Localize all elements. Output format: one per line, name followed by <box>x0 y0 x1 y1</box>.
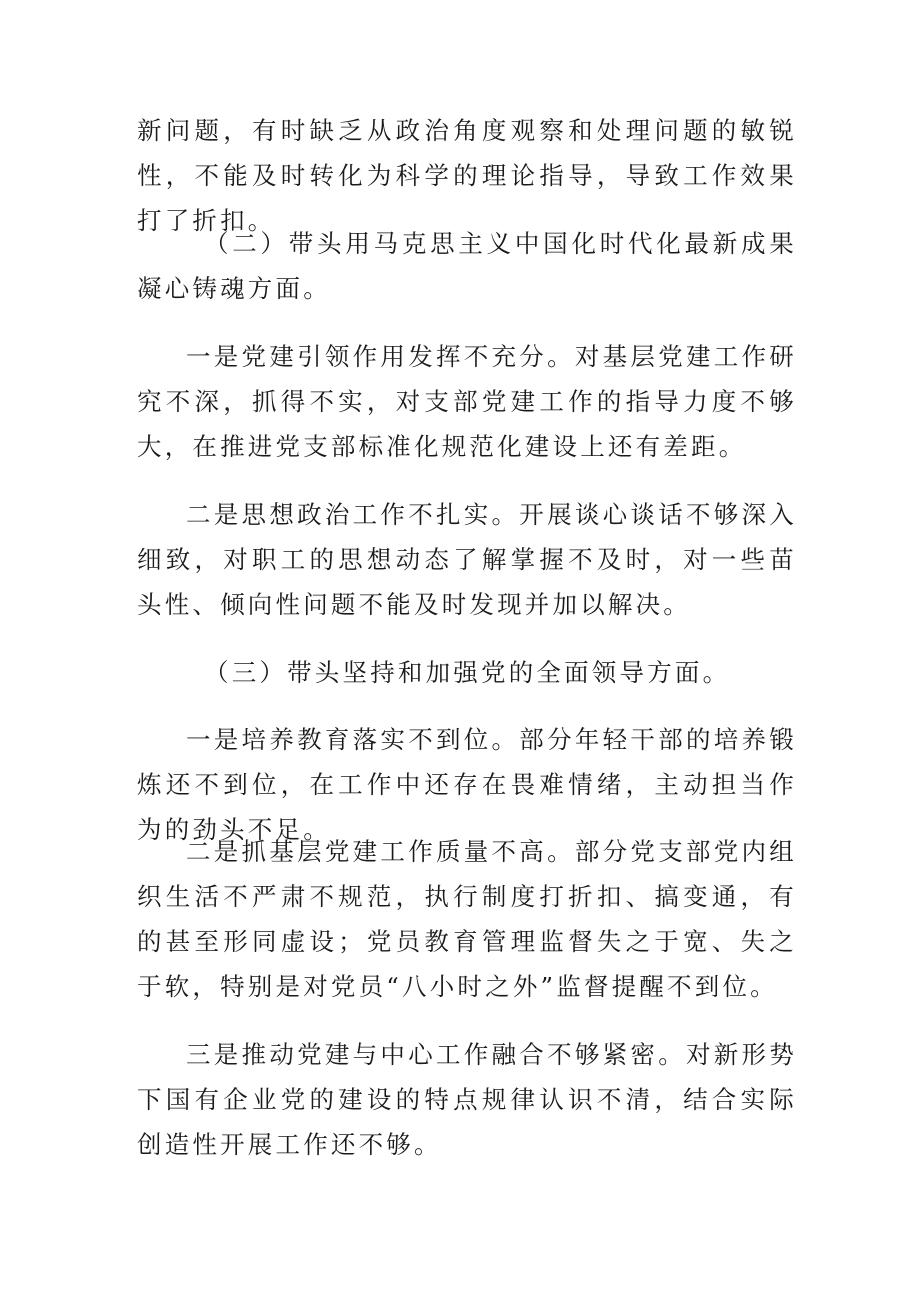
section-heading-3: （三）带头坚持和加强党的全面领导方面。 <box>204 658 731 687</box>
section-heading-2: （二）带头用马克思主义中国化时代化最新成果凝心铸魂方面。 <box>137 229 797 303</box>
paragraph-continuation: 新问题，有时缺乏从政治角度观察和处理问题的敏锐性，不能及时转化为科学的理论指导，导致工作效果打了折扣。 <box>137 116 797 235</box>
paragraph-item: 二是抓基层党建工作质量不高。部分党支部党内组织生活不严肃不规范，执行制度打折扣、搞变通，有的甚至形同虚设；党员教育管理监督失之于宽、失之于软，特别是对党员“八小时之外”监督提醒不到位。 <box>137 837 797 1001</box>
paragraph-item: 一是党建引领作用发挥不充分。对基层党建工作研究不深，抓得不实，对支部党建工作的指导力度不够大，在推进党支部标准化规范化建设上还有差距。 <box>137 342 797 461</box>
paragraph-item: 三是推动党建与中心工作融合不够紧密。对新形势下国有企业党的建设的特点规律认识不清，结合实际创造性开展工作还不够。 <box>137 1040 797 1159</box>
paragraph-item: 一是培养教育落实不到位。部分年轻干部的培养锻炼还不到位，在工作中还存在畏难情绪，主动担当作为的劲头不足。 <box>137 725 797 844</box>
paragraph-item: 二是思想政治工作不扎实。开展谈心谈话不够深入细致，对职工的思想动态了解掌握不及时，对一些苗头性、倾向性问题不能及时发现并加以解决。 <box>137 500 797 619</box>
